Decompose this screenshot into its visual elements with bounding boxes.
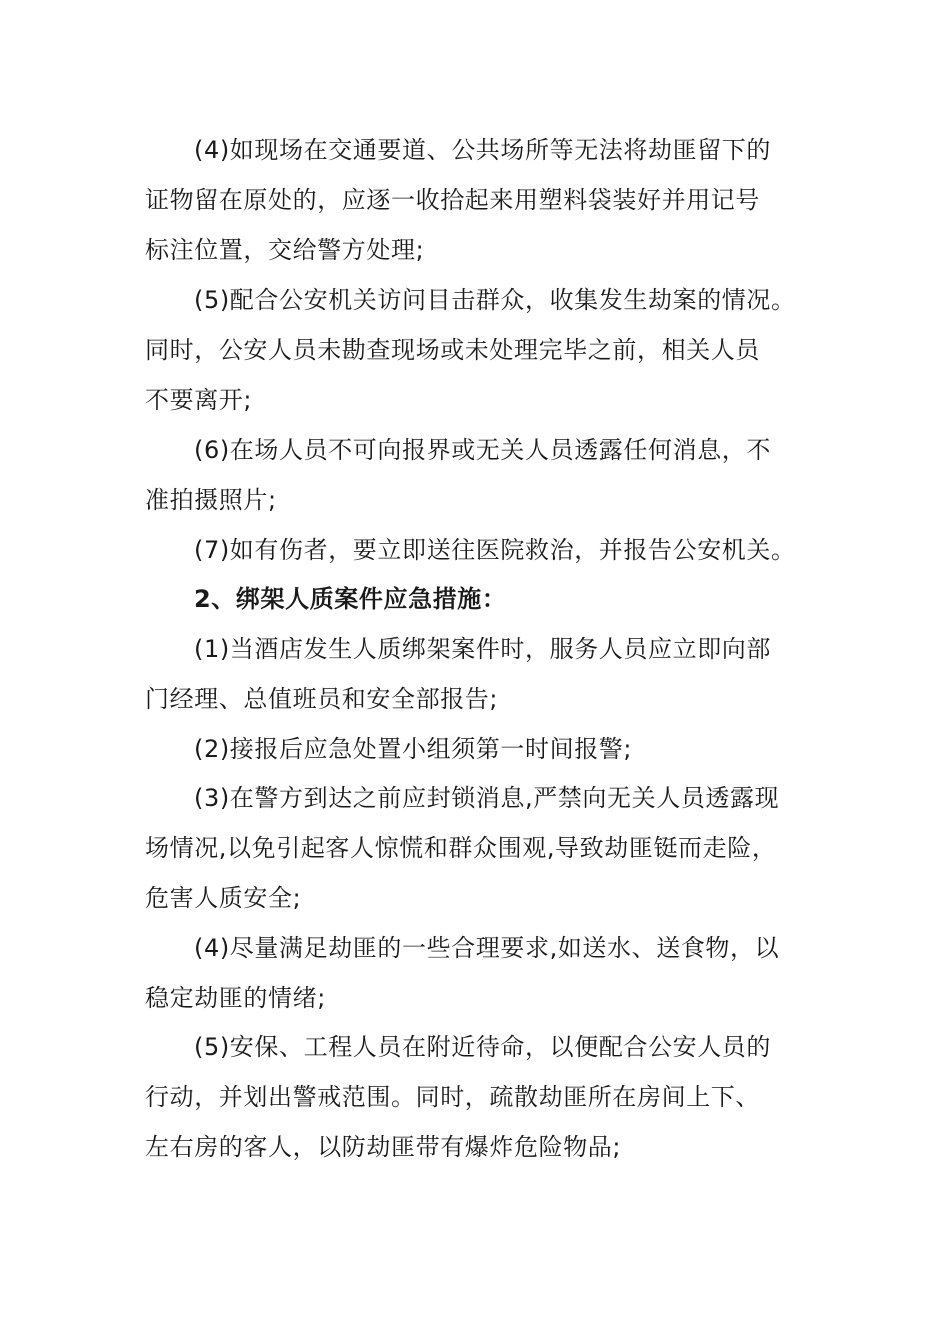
text-line: 场情况,以免引起客人惊慌和群众围观,导致劫匪铤而走险， (145, 834, 777, 862)
text-line: 左右房的客人，以防劫匪带有爆炸危险物品; (145, 1133, 622, 1161)
section-heading: 2、绑架人质案件应急措施： (194, 585, 507, 613)
text-line: (2)接报后应急处置小组须第一时间报警; (194, 735, 633, 763)
text-line: 门经理、总值班员和安全部报告; (145, 685, 499, 713)
text-line: 证物留在原处的，应逐一收拾起来用塑料袋装好并用记号 (145, 186, 760, 214)
text-line: 标注位置，交给警方处理; (145, 236, 425, 264)
text-line: (6)在场人员不可向报界或无关人员透露任何消息，不 (194, 436, 771, 464)
text-line: 准拍摄照片; (145, 486, 277, 514)
text-line: (5)安保、工程人员在附近待命，以便配合公安人员的 (194, 1033, 771, 1061)
text-line: 行动，并划出警戒范围。同时，疏散劫匪所在房间上下、 (145, 1083, 760, 1111)
text-line: (1)当酒店发生人质绑架案件时，服务人员应立即向部 (194, 635, 771, 663)
text-line: 危害人质安全; (145, 884, 302, 912)
text-line: (5)配合公安机关访问目击群众，收集发生劫案的情况。 (194, 286, 796, 314)
text-line: (4)尽量满足劫匪的一些合理要求,如送水、送食物，以 (194, 934, 780, 962)
text-line: (3)在警方到达之前应封锁消息,严禁向无关人员透露现 (194, 784, 780, 812)
text-line: 不要离开; (145, 386, 253, 414)
text-line: 稳定劫匪的情绪; (145, 984, 326, 1012)
text-line: (4)如现场在交通要道、公共场所等无法将劫匪留下的 (194, 136, 771, 164)
text-line: 同时，公安人员未勘查现场或未处理完毕之前，相关人员 (145, 336, 760, 364)
text-line: (7)如有伤者，要立即送往医院救治，并报告公安机关。 (194, 536, 796, 564)
